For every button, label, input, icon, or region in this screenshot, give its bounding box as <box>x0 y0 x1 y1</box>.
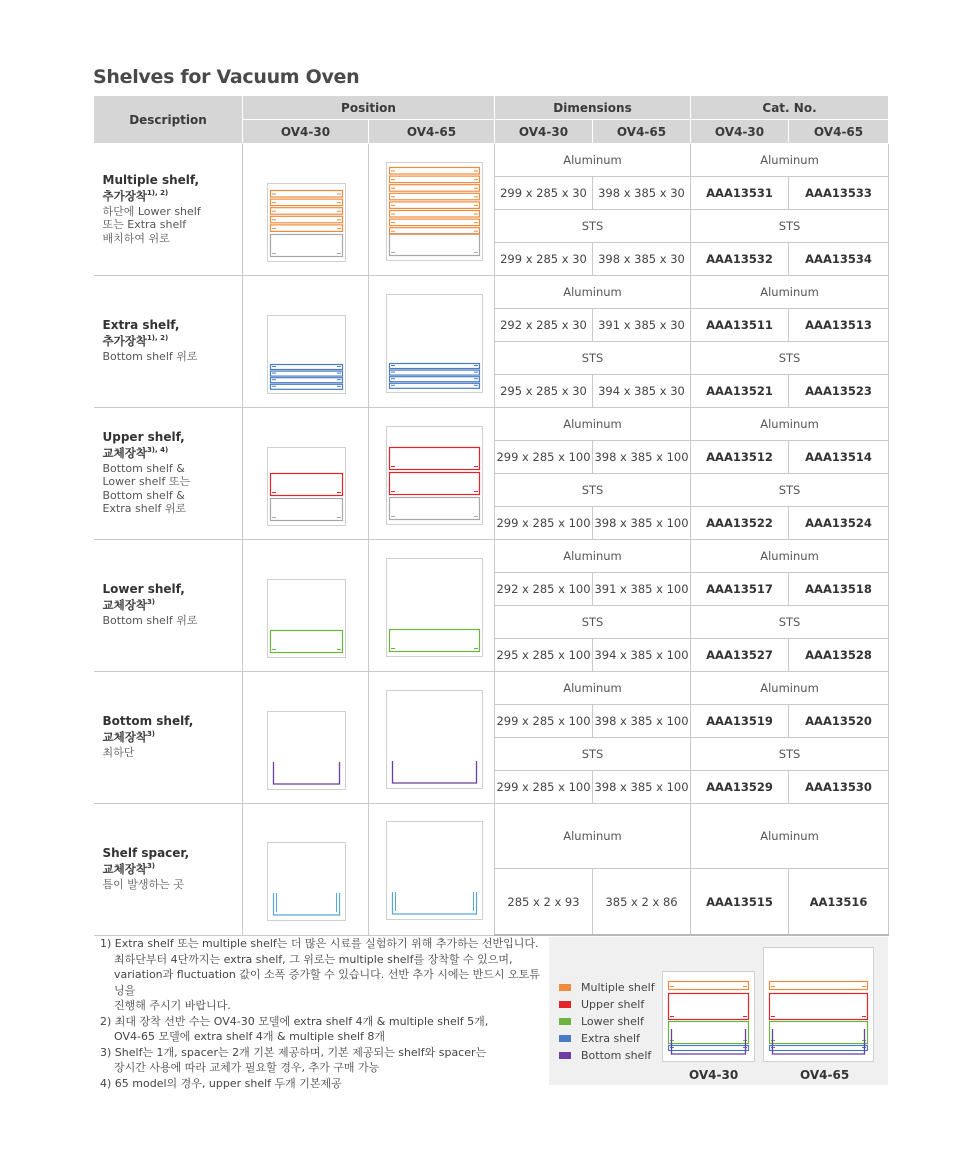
shelf-note: Bottom shelf 위로 <box>102 614 198 628</box>
position-cell <box>369 540 495 672</box>
oven-frame <box>386 822 482 920</box>
header-dim-ov465: OV4-65 <box>593 120 691 144</box>
cat-no-ov430: AAA13515 <box>691 869 789 936</box>
material-label: Aluminum <box>495 276 691 309</box>
position-cell <box>369 144 495 276</box>
shelf-note: Bottom shelf 위로 <box>102 350 198 364</box>
legend-item-multiple <box>559 979 655 996</box>
dimension-ov430: 295 x 285 x 100 <box>495 639 593 672</box>
material-label: Aluminum <box>691 408 889 441</box>
cat-no-ov465: AAA13524 <box>789 507 889 540</box>
cat-no-ov430: AAA13517 <box>691 573 789 606</box>
oven-frame <box>386 690 482 788</box>
cat-no-ov430: AAA13512 <box>691 441 789 474</box>
header-cat-ov430: OV4-30 <box>691 120 789 144</box>
table-row <box>94 672 889 705</box>
dimension-ov430: 299 x 285 x 100 <box>495 771 593 804</box>
dimension-ov465: 391 x 385 x 100 <box>593 573 691 606</box>
footnote-line: 진행해 주시기 바랍니다. <box>114 999 231 1012</box>
cat-no-ov430: AAA13532 <box>691 243 789 276</box>
description-cell <box>94 408 243 540</box>
footnote-line: 최하단부터 4단까지는 extra shelf, 그 위로는 multiple shelf를 장착할 수 있으며, <box>114 952 513 966</box>
header-position: Position <box>243 96 495 120</box>
shelf-name: Extra shelf, <box>102 318 180 333</box>
dimension-ov465: 398 x 385 x 30 <box>593 243 691 276</box>
table-row <box>94 276 889 309</box>
material-label: Aluminum <box>495 144 691 177</box>
shelf-install-type: 추가장착$^{1), 2)}$ <box>102 334 169 349</box>
footnote-line: 1) Extra shelf 또는 multiple shelf는 더 많은 시료를 실험하기 위해 추가하는 선반입니다. <box>100 937 539 950</box>
position-cell <box>369 276 495 408</box>
legend-label: Lower shelf <box>581 1015 644 1028</box>
shelf-position-diagram <box>372 807 492 931</box>
cat-no-ov430: AAA13531 <box>691 177 789 210</box>
shelf-install-type: 교체장착$^{3), 4)}$ <box>102 445 169 460</box>
position-cell <box>243 276 369 408</box>
shelf-name: Multiple shelf, <box>102 172 200 187</box>
position-cell <box>243 672 369 804</box>
position-cell <box>369 408 495 540</box>
material-label: STS <box>495 474 691 507</box>
material-label: STS <box>691 474 889 507</box>
position-cell <box>369 672 495 804</box>
shelf-install-type: 교체장착$^{3)}$ <box>102 598 156 613</box>
shelf-position-diagram <box>372 544 492 668</box>
cat-no-ov430: AAA13529 <box>691 771 789 804</box>
shelf-install-type: 교체장착$^{3)}$ <box>102 861 156 876</box>
dimension-ov430: 299 x 285 x 30 <box>495 177 593 210</box>
shelf-position-diagram <box>246 807 366 931</box>
legend-label: Extra shelf <box>581 1032 640 1045</box>
shelf-position-diagram <box>246 544 366 668</box>
material-label: STS <box>691 210 889 243</box>
dimension-ov430: 299 x 285 x 30 <box>495 243 593 276</box>
shelf-note: 최하단 <box>102 746 135 760</box>
footnote-line: 3) Shelf는 1개, spacer는 2개 기본 제공하며, 기본 제공되는 shelf와 spacer는 <box>100 1045 487 1059</box>
shelf-install-type: 교체장착$^{3)}$ <box>102 730 156 745</box>
material-label: Aluminum <box>691 144 889 177</box>
table-row <box>94 540 889 573</box>
legend-label: Bottom shelf <box>581 1049 652 1062</box>
legend-caption-ov465: OV4-65 <box>800 1068 850 1082</box>
oven-frame <box>386 162 482 260</box>
cat-no-ov430: AAA13522 <box>691 507 789 540</box>
shelf-note: 하단에 Lower shelf 또는 Extra shelf 배치하여 위로 <box>102 204 201 245</box>
header-pos-ov430: OV4-30 <box>243 120 369 144</box>
oven-frame <box>267 579 345 657</box>
cat-no-ov430: AAA13519 <box>691 705 789 738</box>
swatch-extra <box>559 1035 571 1042</box>
shelf-position-diagram <box>246 676 366 800</box>
dimension-ov465: 394 x 385 x 100 <box>593 639 691 672</box>
shelf-position-diagram <box>246 148 366 272</box>
dimension-ov430: 292 x 285 x 30 <box>495 309 593 342</box>
dimension-ov465: 398 x 385 x 100 <box>593 441 691 474</box>
position-cell <box>243 804 369 936</box>
oven-frame <box>267 315 345 393</box>
legend-list <box>559 979 655 1064</box>
oven-frame <box>386 426 482 524</box>
dimension-ov430: 299 x 285 x 100 <box>495 507 593 540</box>
material-label: Aluminum <box>691 276 889 309</box>
oven-frame <box>764 948 874 1062</box>
cat-no-ov465: AAA13513 <box>789 309 889 342</box>
oven-frame <box>267 447 345 525</box>
header-pos-ov465: OV4-65 <box>369 120 495 144</box>
shelf-position-diagram <box>372 280 492 404</box>
shelf-name: Shelf spacer, <box>102 846 190 861</box>
cat-no-ov465: AAA13530 <box>789 771 889 804</box>
swatch-lower <box>559 1018 571 1025</box>
footnote-line: variation과 fluctuation 값이 소폭 증가할 수 있습니다. 선반 추가 시에는 반드시 오토튜닝을 <box>114 968 540 997</box>
dimension-ov465: 394 x 385 x 30 <box>593 375 691 408</box>
footnotes <box>100 936 550 1091</box>
material-label: Aluminum <box>495 672 691 705</box>
shelf-note: Bottom shelf & Lower shelf 또는 Bottom shelf & Extra shelf 위로 <box>102 461 191 516</box>
oven-frame <box>267 843 345 921</box>
cat-no-ov430: AAA13511 <box>691 309 789 342</box>
shelf-name: Lower shelf, <box>102 582 185 597</box>
swatch-bottom <box>559 1052 571 1059</box>
footnote-line: 4) 65 model의 경우, upper shelf 두개 기본제공 <box>100 1076 342 1090</box>
material-label: STS <box>691 738 889 771</box>
shelf-name: Upper shelf, <box>102 430 185 445</box>
header-dim-ov430: OV4-30 <box>495 120 593 144</box>
cat-no-ov465: AAA13518 <box>789 573 889 606</box>
legend-label: Multiple shelf <box>581 981 655 994</box>
oven-frame <box>386 558 482 656</box>
cat-no-ov465: AAA13534 <box>789 243 889 276</box>
oven-frame <box>267 711 345 789</box>
table-row <box>94 144 889 177</box>
dimension-ov465: 398 x 385 x 100 <box>593 705 691 738</box>
swatch-upper <box>559 1001 571 1008</box>
description-cell <box>94 804 243 936</box>
material-label: Aluminum <box>691 804 889 869</box>
position-cell <box>243 144 369 276</box>
oven-frame <box>663 972 755 1062</box>
cat-no-ov465: AAA13514 <box>789 441 889 474</box>
swatch-multiple <box>559 984 571 991</box>
legend-caption-ov430: OV4-30 <box>689 1068 739 1082</box>
cat-no-ov465: AA13516 <box>789 869 889 936</box>
position-cell <box>243 540 369 672</box>
material-label: STS <box>495 342 691 375</box>
dimension-ov465: 398 x 385 x 100 <box>593 771 691 804</box>
material-label: STS <box>495 738 691 771</box>
description-cell <box>94 672 243 804</box>
shelf-name: Bottom shelf, <box>102 714 194 729</box>
cat-no-ov430: AAA13521 <box>691 375 789 408</box>
material-label: STS <box>691 342 889 375</box>
dimension-ov430: 295 x 285 x 30 <box>495 375 593 408</box>
shelf-position-diagram <box>372 148 492 272</box>
legend-panel <box>549 937 888 1085</box>
shelf-spec-table <box>93 95 889 936</box>
shelf-position-diagram <box>372 676 492 800</box>
legend-item-lower <box>559 1013 655 1030</box>
material-label: Aluminum <box>495 408 691 441</box>
cat-no-ov465: AAA13523 <box>789 375 889 408</box>
dimension-ov465: 398 x 385 x 100 <box>593 507 691 540</box>
shelf-position-diagram <box>372 412 492 536</box>
dimension-ov430: 285 x 2 x 93 <box>495 869 593 936</box>
material-label: Aluminum <box>691 540 889 573</box>
material-label: STS <box>495 606 691 639</box>
legend-item-bottom <box>559 1047 655 1064</box>
shelf-position-diagram <box>246 280 366 404</box>
cat-no-ov465: AAA13528 <box>789 639 889 672</box>
footnote-line: 장시간 사용에 따라 교체가 필요할 경우, 추가 구매 가능 <box>114 1061 380 1074</box>
header-description: Description <box>94 96 243 144</box>
dimension-ov430: 299 x 285 x 100 <box>495 705 593 738</box>
cat-no-ov430: AAA13527 <box>691 639 789 672</box>
material-label: Aluminum <box>495 540 691 573</box>
header-cat-ov465: OV4-65 <box>789 120 889 144</box>
footnote-line: OV4-65 모델에 extra shelf 4개 & multiple shelf 8개 <box>114 1030 386 1043</box>
position-cell <box>243 408 369 540</box>
legend-item-extra <box>559 1030 655 1047</box>
description-cell <box>94 276 243 408</box>
header-dimensions: Dimensions <box>495 96 691 120</box>
legend-item-upper <box>559 996 655 1013</box>
shelf-note: 틈이 발생하는 곳 <box>102 877 184 891</box>
description-cell <box>94 144 243 276</box>
footnote-line: 2) 최대 장착 선반 수는 OV4-30 모델에 extra shelf 4개 & multiple shelf 5개, <box>100 1014 489 1028</box>
cat-no-ov465: AAA13533 <box>789 177 889 210</box>
material-label: Aluminum <box>691 672 889 705</box>
cat-no-ov465: AAA13520 <box>789 705 889 738</box>
legend-diagram-ov430 <box>662 971 757 1063</box>
dimension-ov465: 398 x 385 x 30 <box>593 177 691 210</box>
legend-label: Upper shelf <box>581 998 645 1011</box>
dimension-ov465: 391 x 385 x 30 <box>593 309 691 342</box>
page-title: Shelves for Vacuum Oven <box>93 66 360 88</box>
oven-frame <box>386 294 482 392</box>
shelf-install-type: 추가장착$^{1), 2)}$ <box>102 188 169 203</box>
material-label: STS <box>495 210 691 243</box>
header-cat-no: Cat. No. <box>691 96 889 120</box>
shelf-position-diagram <box>246 412 366 536</box>
position-cell <box>369 804 495 936</box>
description-cell <box>94 540 243 672</box>
dimension-ov430: 299 x 285 x 100 <box>495 441 593 474</box>
dimension-ov465: 385 x 2 x 86 <box>593 869 691 936</box>
material-label: STS <box>691 606 889 639</box>
legend-diagram-ov465 <box>763 947 875 1063</box>
material-label: Aluminum <box>495 804 691 869</box>
dimension-ov430: 292 x 285 x 100 <box>495 573 593 606</box>
table-row <box>94 408 889 441</box>
table-row <box>94 804 889 869</box>
